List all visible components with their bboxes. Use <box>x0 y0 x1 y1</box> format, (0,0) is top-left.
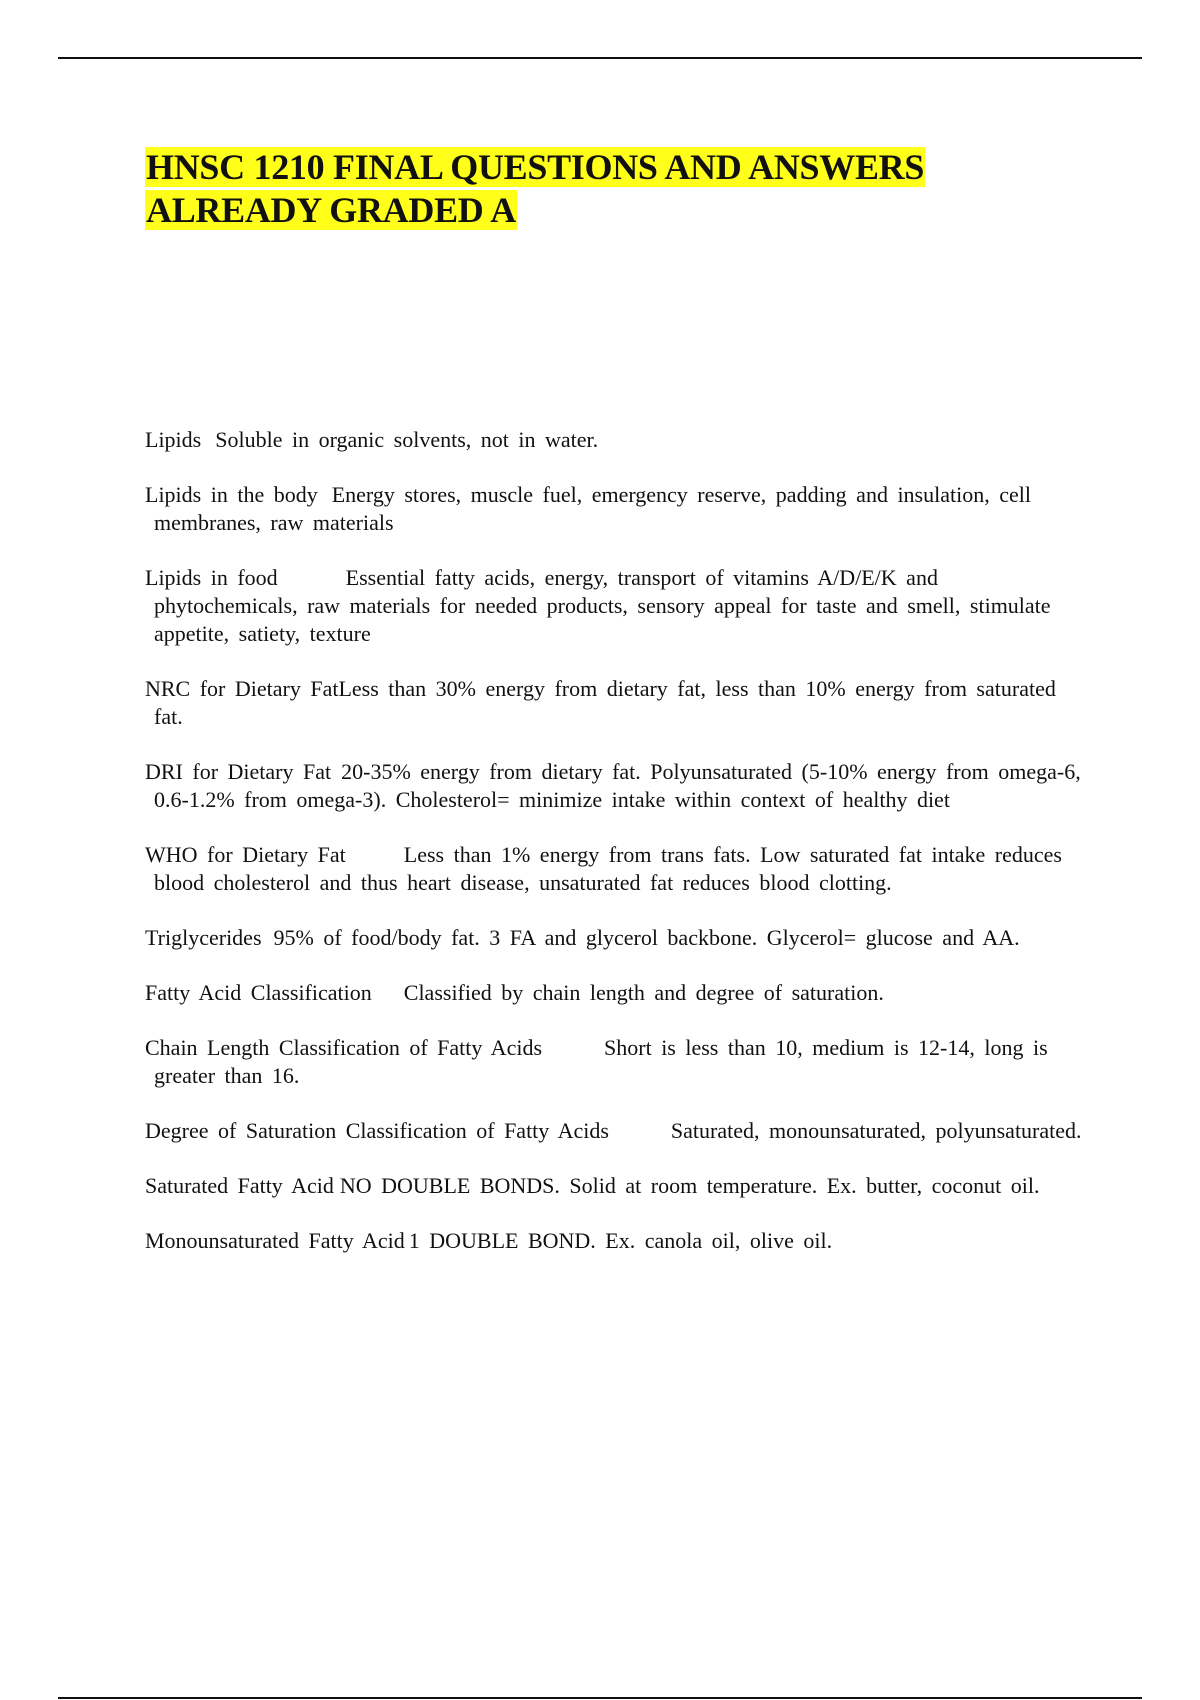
list-item <box>145 481 1090 537</box>
list-item <box>145 924 1090 952</box>
entry-definition: Classified by chain length and degree of saturation. <box>403 980 884 1005</box>
list-item <box>145 1172 1090 1200</box>
entry-definition: Soluble in organic solvents, not in water. <box>215 427 599 452</box>
document-title <box>145 146 1105 232</box>
entry-term: Triglycerides <box>145 925 262 950</box>
list-item <box>145 426 1090 454</box>
list-item <box>145 841 1090 897</box>
list-item <box>145 979 1090 1007</box>
list-item <box>145 1034 1090 1090</box>
entry-term: Chain Length Classification of Fatty Acids <box>145 1035 543 1060</box>
entry-definition: Saturated, monounsaturated, polyunsaturated. <box>670 1118 1082 1143</box>
entry-term: Lipids <box>145 427 202 452</box>
entry-term: Fatty Acid Classification <box>145 980 372 1005</box>
entry-definition: 1 DOUBLE BOND. Ex. canola oil, olive oil. <box>408 1228 833 1253</box>
list-item <box>145 1117 1090 1145</box>
entry-definition: Less than 30% energy from dietary fat, less than 10% energy from saturated fat. <box>154 676 1056 729</box>
title-highlight: HNSC 1210 FINAL QUESTIONS AND ANSWERS ALREADY GRADED A <box>146 147 925 230</box>
entry-term: Degree of Saturation Classification of Fatty Acids <box>145 1118 609 1143</box>
entry-term: WHO for Dietary Fat <box>145 842 346 867</box>
entry-definition: Energy stores, muscle fuel, emergency reserve, padding and insulation, cell membranes, raw materials <box>154 482 1031 535</box>
list-item <box>145 675 1090 731</box>
entry-term: Lipids in the body <box>145 482 318 507</box>
entry-term: Lipids in food <box>145 565 278 590</box>
list-item <box>145 564 1090 648</box>
entry-definition: 20-35% energy from dietary fat. Polyunsaturated (5-10% energy from omega-6, 0.6-1.2% from omega-3). Cholesterol= minimize intake within context of healthy diet <box>154 759 1081 812</box>
entry-definition: Less than 1% energy from trans fats. Low saturated fat intake reduces blood cholesterol and thus heart disease, unsaturated fat reduces blood clotting. <box>154 842 1062 895</box>
list-item <box>145 1227 1090 1255</box>
entry-term: Monounsaturated Fatty Acid <box>145 1228 405 1253</box>
entry-definition: Essential fatty acids, energy, transport of vitamins A/D/E/K and phytochemicals, raw materials for needed products, sensory appeal for taste and smell, stimulate appetite, satiety, texture <box>154 565 1051 646</box>
entry-term: NRC for Dietary Fat <box>145 676 339 701</box>
entry-definition: Short is less than 10, medium is 12-14, long is greater than 16. <box>154 1035 1048 1088</box>
bottom-rule <box>58 1697 1142 1699</box>
entry-term: DRI for Dietary Fat <box>145 759 332 784</box>
entry-definition: 95% of food/body fat. 3 FA and glycerol backbone. Glycerol= glucose and AA. <box>273 925 1020 950</box>
list-item <box>145 758 1090 814</box>
flashcard-list <box>145 426 1090 1282</box>
entry-definition: NO DOUBLE BONDS. Solid at room temperature. Ex. butter, coconut oil. <box>339 1173 1040 1198</box>
entry-term: Saturated Fatty Acid <box>145 1173 334 1198</box>
top-rule <box>58 57 1142 59</box>
